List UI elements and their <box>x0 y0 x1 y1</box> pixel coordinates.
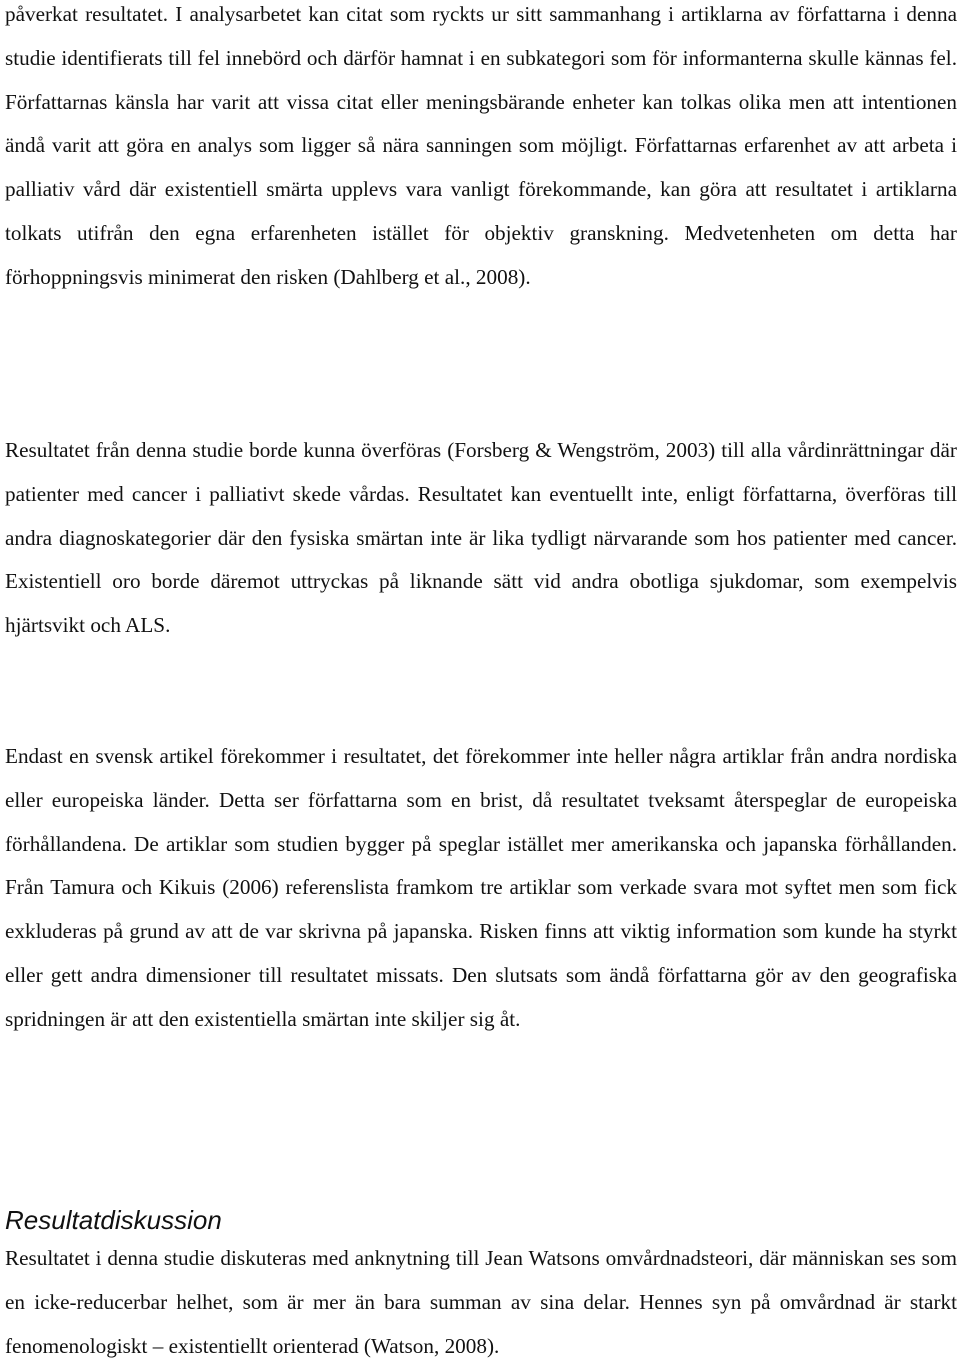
body-paragraph-limitations: påverkat resultatet. I analysarbetet kan citat som ryckts ur sitt sammanhang i artiklarna av författarna i denna studie identifierats till fel innebörd och därför hamnat i en subkategori som för informanterna skulle kännas fel. Författarnas känsla har varit att vissa citat eller meningsbärande enheter kan tolkas olika men att intentionen ändå varit att göra en analys som ligger så nära sanningen som möjligt. Författarnas erfarenhet av att arbeta i palliativ vård där existentiell smärta upplevs vara vanligt förekommande, kan göra att resultatet i artiklarna tolkats utifrån den egna erfarenheten istället för objektiv granskning. Medvetenheten om detta har förhoppningsvis minimerat den risken (Dahlberg et al., 2008). <box>5 2 957 289</box>
body-paragraph-discussion: Resultatet i denna studie diskuteras med anknytning till Jean Watsons omvårdnadsteori, där människan ses som en icke-reducerbar helhet, som är mer än bara summan av sina delar. Hennes syn på omvårdnad är starkt fenomenologiskt – existentiellt orienterad (Watson, 2008). <box>5 1246 957 1358</box>
body-paragraph-transferability: Resultatet från denna studie borde kunna överföras (Forsberg & Wengström, 2003) till alla vårdinrättningar där patienter med cancer i palliativt skede vårdas. Resultatet kan eventuellt inte, enligt författarna, överföras till andra diagnoskategorier där den fysiska smärtan inte är lika tydligt närvarande som hos patienter med cancer. Existentiell oro borde däremot uttryckas på liknande sätt vid andra obotliga sjukdomar, som exempelvis hjärtsvikt och ALS. <box>5 438 957 638</box>
section-heading: Resultatdiskussion <box>5 1205 222 1235</box>
body-paragraph-geography: Endast en svensk artikel förekommer i resultatet, det förekommer inte heller några artiklar från andra nordiska eller europeiska länder. Detta ser författarna som en brist, då resultatet tveksamt återspeglar de europeiska förhållandena. De artiklar som studien bygger på speglar istället mer amerikanska och japanska förhållanden. Från Tamura och Kikuis (2006) referenslista framkom tre artiklar som verkade svara mot syftet men som fick exkluderas på grund av att de var skrivna på japanska. Risken finns att viktig information som kunde ha styrkt eller gett andra dimensioner till resultatet missats. Den slutsats som ändå författarna gör av den geografiska spridningen är att den existentiella smärtan inte skiljer sig åt. <box>5 744 957 1031</box>
